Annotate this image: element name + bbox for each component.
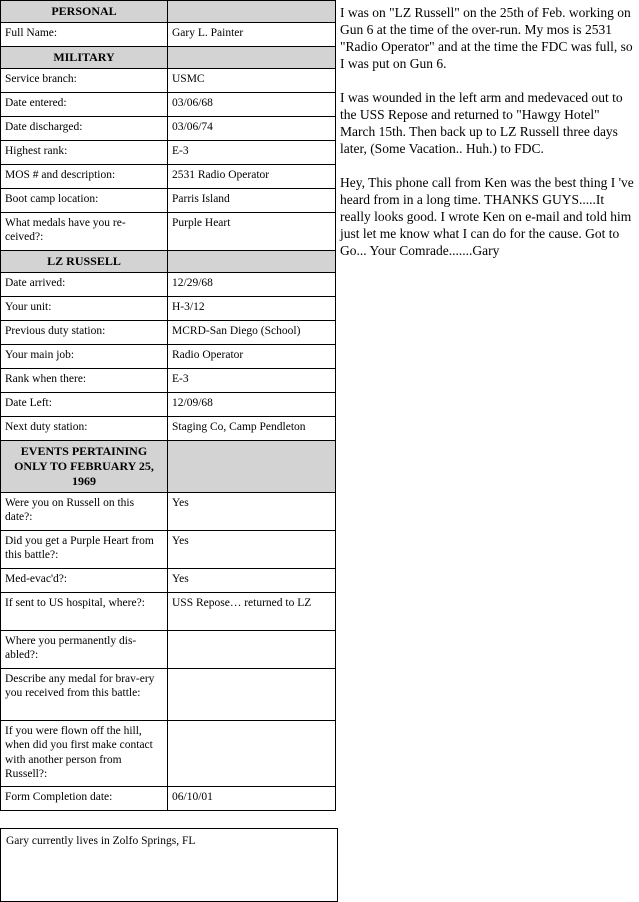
field-value: USS Repose… returned to LZ: [168, 593, 336, 631]
field-label: Date Left:: [1, 393, 168, 417]
field-label: If you were flown off the hill, when did you first make contact with another person from Russell?:: [1, 721, 168, 787]
field-label: Date discharged:: [1, 117, 168, 141]
form-row: [1, 189, 336, 213]
field-value: Yes: [168, 531, 336, 569]
form-row: [1, 569, 336, 593]
field-value: USMC: [168, 69, 336, 93]
field-value: Staging Co, Camp Pendleton: [168, 417, 336, 441]
field-value: Purple Heart: [168, 213, 336, 251]
field-label: Where you permanently dis-abled?:: [1, 631, 168, 669]
narrative-paragraph: I was on "LZ Russell" on the 25th of Feb. working on Gun 6 at the time of the over-run. My mos is 2531 "Radio Operator" and at the time the FDC was full, so I was put on Gun 6.: [340, 5, 633, 71]
form-row: [1, 787, 336, 811]
section-header-events: [1, 441, 336, 493]
form-row: [1, 721, 336, 787]
field-label: Next duty station:: [1, 417, 168, 441]
field-value: E-3: [168, 369, 336, 393]
form-row: [1, 593, 336, 631]
form-row: [1, 417, 336, 441]
form-row: [1, 213, 336, 251]
questionnaire-form: [0, 0, 336, 811]
field-label: Service branch:: [1, 69, 168, 93]
field-label: Did you get a Purple Heart from this battle?:: [1, 531, 168, 569]
form-row: [1, 493, 336, 531]
field-label: Your main job:: [1, 345, 168, 369]
field-value: Yes: [168, 493, 336, 531]
field-label: Boot camp location:: [1, 189, 168, 213]
field-value: 12/09/68: [168, 393, 336, 417]
section-title: PERSONAL: [1, 1, 168, 23]
field-value: Parris Island: [168, 189, 336, 213]
field-label: Previous duty station:: [1, 321, 168, 345]
narrative-paragraph: Hey, This phone call from Ken was the best thing I 've heard from in a long time. THANKS GUYS.....It really looks good. I wrote Ken on e-mail and told him just let me know what I can do for the cause. Got to Go... Your Comrade.......Gary: [340, 175, 634, 258]
field-label: Rank when there:: [1, 369, 168, 393]
form-row: [1, 117, 336, 141]
field-value: Gary L. Painter: [168, 23, 336, 47]
narrative-text: [340, 4, 636, 276]
form-row: [1, 273, 336, 297]
field-label: What medals have you re-ceived?:: [1, 213, 168, 251]
section-title: EVENTS PERTAINING ONLY TO FEBRUARY 25, 1969: [1, 441, 168, 493]
form-row: [1, 631, 336, 669]
field-value: MCRD-San Diego (School): [168, 321, 336, 345]
field-label: Date arrived:: [1, 273, 168, 297]
section-title: MILITARY: [1, 47, 168, 69]
form-row: [1, 297, 336, 321]
field-value: Yes: [168, 569, 336, 593]
form-row: [1, 23, 336, 47]
field-label: Describe any medal for brav-ery you received from this battle:: [1, 669, 168, 721]
field-label: Your unit:: [1, 297, 168, 321]
form-row: [1, 531, 336, 569]
section-header-personal: [1, 1, 336, 23]
form-row: [1, 69, 336, 93]
narrative-paragraph: I was wounded in the left arm and medevaced out to the USS Repose and returned to "Hawgy Hotel" March 15th. Then back up to LZ Russell three days later, (Some Vacation.. Huh.) to FDC.: [340, 90, 623, 156]
field-label: Date entered:: [1, 93, 168, 117]
field-label: Med-evac'd?:: [1, 569, 168, 593]
form-row: [1, 369, 336, 393]
field-value: [168, 631, 336, 669]
section-title: LZ RUSSELL: [1, 251, 168, 273]
field-label: MOS # and description:: [1, 165, 168, 189]
section-header-lz-russell: [1, 251, 336, 273]
field-value: 06/10/01: [168, 787, 336, 811]
form-row: [1, 393, 336, 417]
field-label: Highest rank:: [1, 141, 168, 165]
field-value: Radio Operator: [168, 345, 336, 369]
field-value: [168, 721, 336, 787]
section-header-military: [1, 47, 336, 69]
form-row: [1, 141, 336, 165]
field-value: 2531 Radio Operator: [168, 165, 336, 189]
form-row: [1, 165, 336, 189]
field-value: E-3: [168, 141, 336, 165]
field-label: If sent to US hospital, where?:: [1, 593, 168, 631]
form-row: [1, 669, 336, 721]
field-value: [168, 669, 336, 721]
field-value: 12/29/68: [168, 273, 336, 297]
field-value: 03/06/68: [168, 93, 336, 117]
footer-note: Gary currently lives in Zolfo Springs, FL: [0, 828, 338, 902]
field-value: 03/06/74: [168, 117, 336, 141]
form-row: [1, 321, 336, 345]
field-label: Form Completion date:: [1, 787, 168, 811]
field-label: Were you on Russell on this date?:: [1, 493, 168, 531]
form-row: [1, 93, 336, 117]
field-label: Full Name:: [1, 23, 168, 47]
form-row: [1, 345, 336, 369]
field-value: H-3/12: [168, 297, 336, 321]
